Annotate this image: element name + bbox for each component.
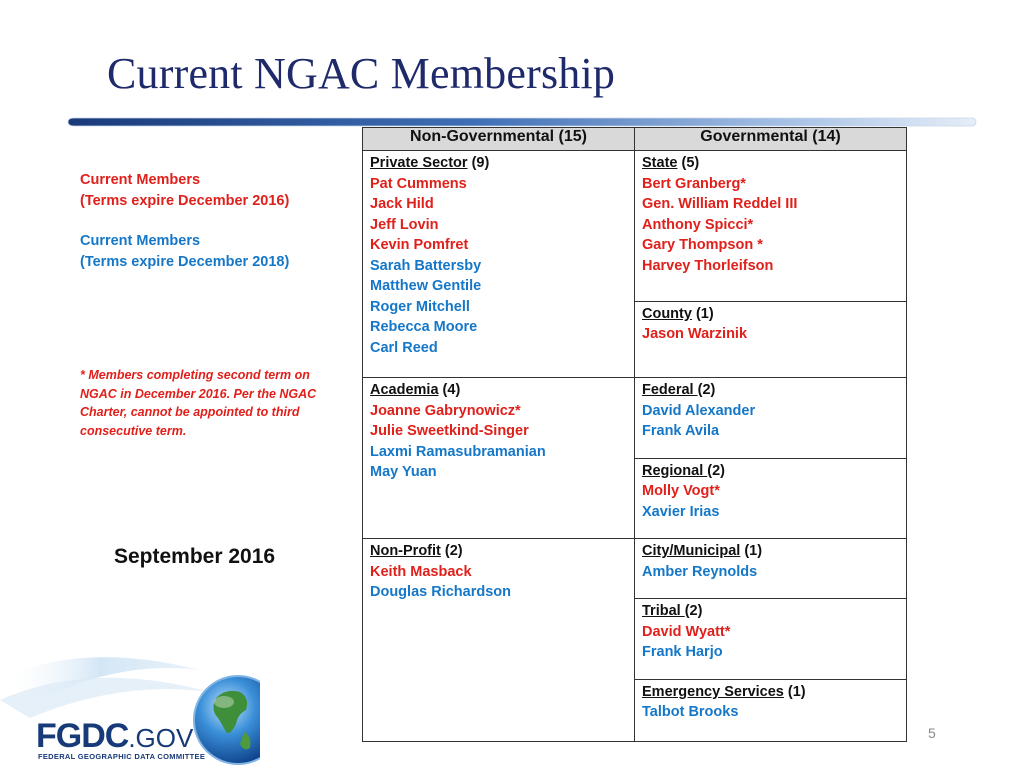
legend-2018	[80, 231, 289, 272]
category-count: (2)	[684, 603, 703, 620]
cell-emergency-services	[635, 679, 907, 741]
member-name: Joanne Gabrynowicz*	[370, 402, 521, 419]
category-heading	[642, 461, 906, 482]
member-name: David Alexander	[642, 402, 756, 419]
category-label: Regional	[642, 462, 708, 479]
category-heading	[642, 380, 906, 401]
category-count: (2)	[697, 382, 716, 398]
category-heading	[642, 682, 906, 703]
page-number: 5	[928, 725, 936, 741]
member-name: Kevin Pomfret	[370, 237, 469, 253]
category-count: (4)	[442, 382, 461, 398]
category-heading	[370, 380, 634, 401]
member-name: Anthony Spicci*	[642, 216, 754, 233]
legend-2016-term: (Terms expire December 2016)	[80, 192, 290, 209]
category-count: (1)	[787, 683, 806, 700]
fgdc-subtitle: FEDERAL GEOGRAPHIC DATA COMMITTEE	[38, 752, 206, 761]
cell-academia	[363, 378, 635, 539]
category-label: Private Sector	[370, 155, 468, 171]
category-label: City/Municipal	[642, 543, 741, 559]
member-name: Julie Sweetkind-Singer	[370, 423, 529, 439]
cell-county	[635, 301, 907, 377]
category-label: Non-Profit	[370, 543, 441, 559]
category-heading	[642, 153, 906, 174]
fgdc-wordmark	[36, 717, 193, 756]
cell-nonprofit	[363, 539, 635, 742]
header-governmental: Governmental (14)	[635, 128, 907, 151]
category-count: (2)	[707, 462, 725, 479]
member-name: Jack Hild	[370, 196, 434, 212]
member-name: Frank Harjo	[642, 644, 723, 661]
category-count: (9)	[471, 155, 490, 171]
category-count: (5)	[681, 155, 700, 171]
member-name: Matthew Gentile	[370, 278, 482, 294]
fgdc-wordmark-gov: .GOV	[128, 723, 194, 753]
member-name: Talbot Brooks	[642, 704, 739, 721]
member-name: Amber Reynolds	[642, 563, 758, 580]
category-heading	[642, 541, 906, 562]
legend-2016-title: Current Members	[80, 172, 201, 188]
member-name: Gary Thompson *	[642, 237, 763, 253]
cell-city-municipal	[635, 539, 907, 599]
category-label: Tribal	[642, 603, 685, 620]
member-name: Jeff Lovin	[370, 216, 439, 233]
category-label: Federal	[642, 382, 698, 398]
category-label: County	[642, 305, 692, 322]
member-name: Jason Warzinik	[642, 326, 748, 343]
category-heading	[370, 153, 634, 174]
page-title: Current NGAC Membership	[107, 49, 616, 98]
cell-state	[635, 151, 907, 302]
category-heading	[642, 601, 906, 622]
legend-2018-term: (Terms expire December 2018)	[80, 253, 290, 270]
member-name: Harvey Thorleifson	[642, 257, 774, 274]
category-heading	[370, 541, 634, 562]
member-name: Molly Vogt*	[642, 483, 720, 499]
cell-federal	[635, 378, 907, 459]
member-name: Rebecca Moore	[370, 319, 478, 335]
cell-private-sector	[363, 151, 635, 378]
category-heading	[642, 304, 906, 325]
header-nongovernmental: Non-Governmental (15)	[363, 128, 635, 151]
member-name: Xavier Irias	[642, 503, 720, 520]
category-count: (1)	[695, 305, 714, 322]
fgdc-wordmark-main: FGDC	[36, 717, 129, 755]
member-name: Roger Mitchell	[370, 298, 470, 315]
member-name: David Wyatt*	[642, 623, 731, 640]
member-name: May Yuan	[370, 464, 437, 480]
membership-table	[362, 127, 907, 742]
member-name: Keith Masback	[370, 563, 472, 580]
member-name: Douglas Richardson	[370, 584, 511, 600]
cell-tribal	[635, 599, 907, 680]
legend-2018-title: Current Members	[80, 233, 201, 249]
legend-2016	[80, 170, 289, 211]
member-name: Pat Cummens	[370, 175, 467, 192]
second-term-note: * Members completing second term on NGAC in December 2016. Per the NGAC Charter, cannot be appointed to third consecutive term.	[80, 368, 317, 438]
category-label: Academia	[370, 382, 439, 398]
member-name: Sarah Battersby	[370, 257, 482, 274]
cell-regional	[635, 458, 907, 539]
category-count: (2)	[444, 543, 463, 559]
member-name: Frank Avila	[642, 423, 720, 439]
category-label: Emergency Services	[642, 683, 784, 700]
globe-icon	[194, 676, 260, 764]
member-name: Gen. William Reddel III	[642, 196, 798, 212]
member-name: Carl Reed	[370, 339, 438, 356]
date-label: September 2016	[114, 545, 276, 568]
member-name: Laxmi Ramasubramanian	[370, 443, 546, 460]
category-label: State	[642, 155, 678, 171]
category-count: (1)	[744, 543, 763, 559]
member-name: Bert Granberg*	[642, 175, 746, 192]
